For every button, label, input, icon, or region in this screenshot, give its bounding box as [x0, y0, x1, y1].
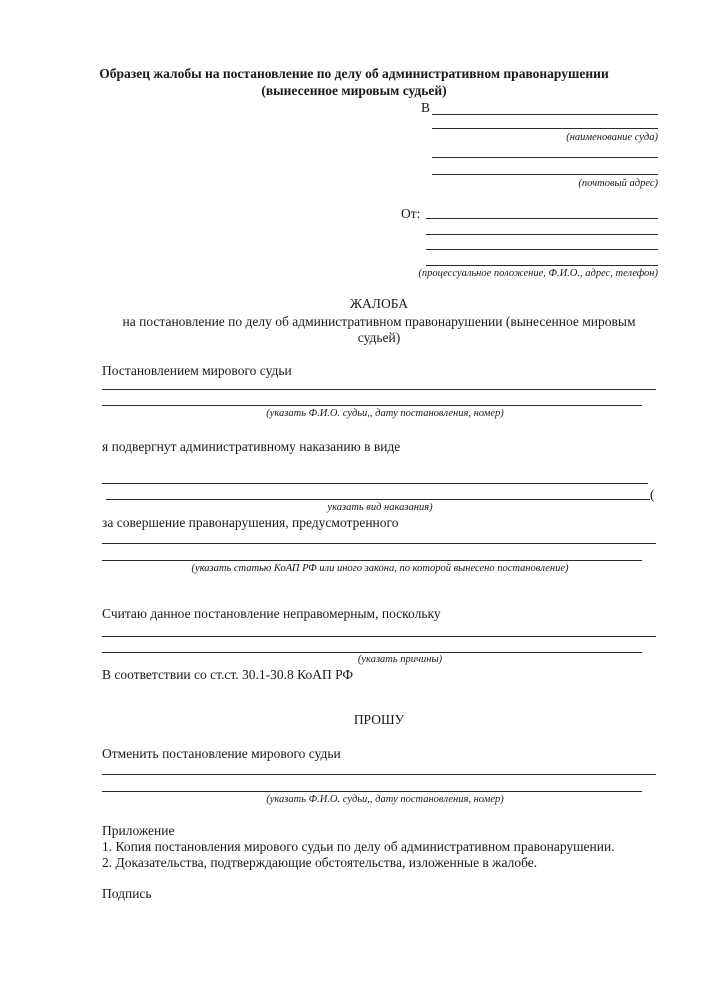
punishment-paren: (	[650, 487, 655, 502]
sender-hint: (процессуальное положение, Ф.И.О., адрес, телефон)	[418, 268, 658, 279]
complaint-heading: ЖАЛОБА	[349, 296, 409, 311]
attachments-heading: Приложение	[102, 823, 175, 838]
violation-line-2[interactable]	[102, 560, 642, 561]
violation-line-1[interactable]	[102, 543, 656, 544]
punishment-line-2[interactable]	[106, 499, 650, 500]
violation-label: за совершение правонарушения, предусмотренного	[102, 515, 399, 530]
reason-label: Считаю данное постановление неправомерным, поскольку	[102, 606, 441, 621]
request-hint: (указать Ф.И.О. судьи,, дату постановления, номер)	[266, 794, 504, 805]
address-line-2[interactable]	[432, 174, 658, 175]
court-name-hint: (наименование суда)	[566, 132, 658, 143]
punishment-label: я подвергнут административному наказанию в виде	[102, 439, 401, 454]
from-prefix: От:	[401, 206, 421, 221]
document-title: Образец жалобы на постановление по делу об административном правонарушении	[99, 66, 609, 81]
punishment-hint: указать вид наказания)	[327, 502, 433, 513]
to-prefix: В	[421, 100, 431, 115]
signature-label: Подпись	[102, 886, 152, 901]
request-label: Отменить постановление мирового судьи	[102, 746, 341, 761]
judge-decision-hint: (указать Ф.И.О. судьи,, дату постановления, номер)	[266, 408, 504, 419]
document-subtitle: (вынесенное мировым судьей)	[261, 83, 447, 98]
judge-decision-line-1[interactable]	[102, 389, 656, 390]
court-line-2[interactable]	[432, 128, 658, 129]
complaint-subheading-line2: судьей)	[357, 330, 401, 345]
reason-line-2[interactable]	[102, 652, 642, 653]
attachment-item-2: 2. Доказательства, подтверждающие обстоятельства, изложенные в жалобе.	[102, 855, 538, 870]
attachment-item-1: 1. Копия постановления мирового судьи по делу об административном правонарушении.	[102, 839, 615, 854]
reason-hint: (указать причины)	[357, 654, 443, 665]
judge-decision-label: Постановлением мирового судьи	[102, 363, 292, 378]
sender-line-3[interactable]	[426, 249, 658, 250]
legal-basis: В соответствии со ст.ст. 30.1-30.8 КоАП РФ	[102, 667, 354, 682]
sender-line-2[interactable]	[426, 234, 658, 235]
violation-hint: (указать статью КоАП РФ или иного закона, по которой вынесено постановление)	[191, 563, 569, 574]
judge-decision-line-2[interactable]	[102, 405, 642, 406]
sender-line-1[interactable]	[426, 218, 658, 219]
complaint-subheading-line1: на постановление по делу об административном правонарушении (вынесенное мировым	[122, 314, 636, 329]
reason-line-1[interactable]	[102, 636, 656, 637]
postal-address-hint: (почтовый адрес)	[578, 178, 658, 189]
punishment-line-1[interactable]	[102, 483, 648, 484]
request-line-2[interactable]	[102, 791, 642, 792]
sender-line-4[interactable]	[426, 265, 658, 266]
address-line-1[interactable]	[432, 157, 658, 158]
request-line-1[interactable]	[102, 774, 656, 775]
court-line-1[interactable]	[432, 114, 658, 115]
request-heading: ПРОШУ	[353, 712, 405, 727]
